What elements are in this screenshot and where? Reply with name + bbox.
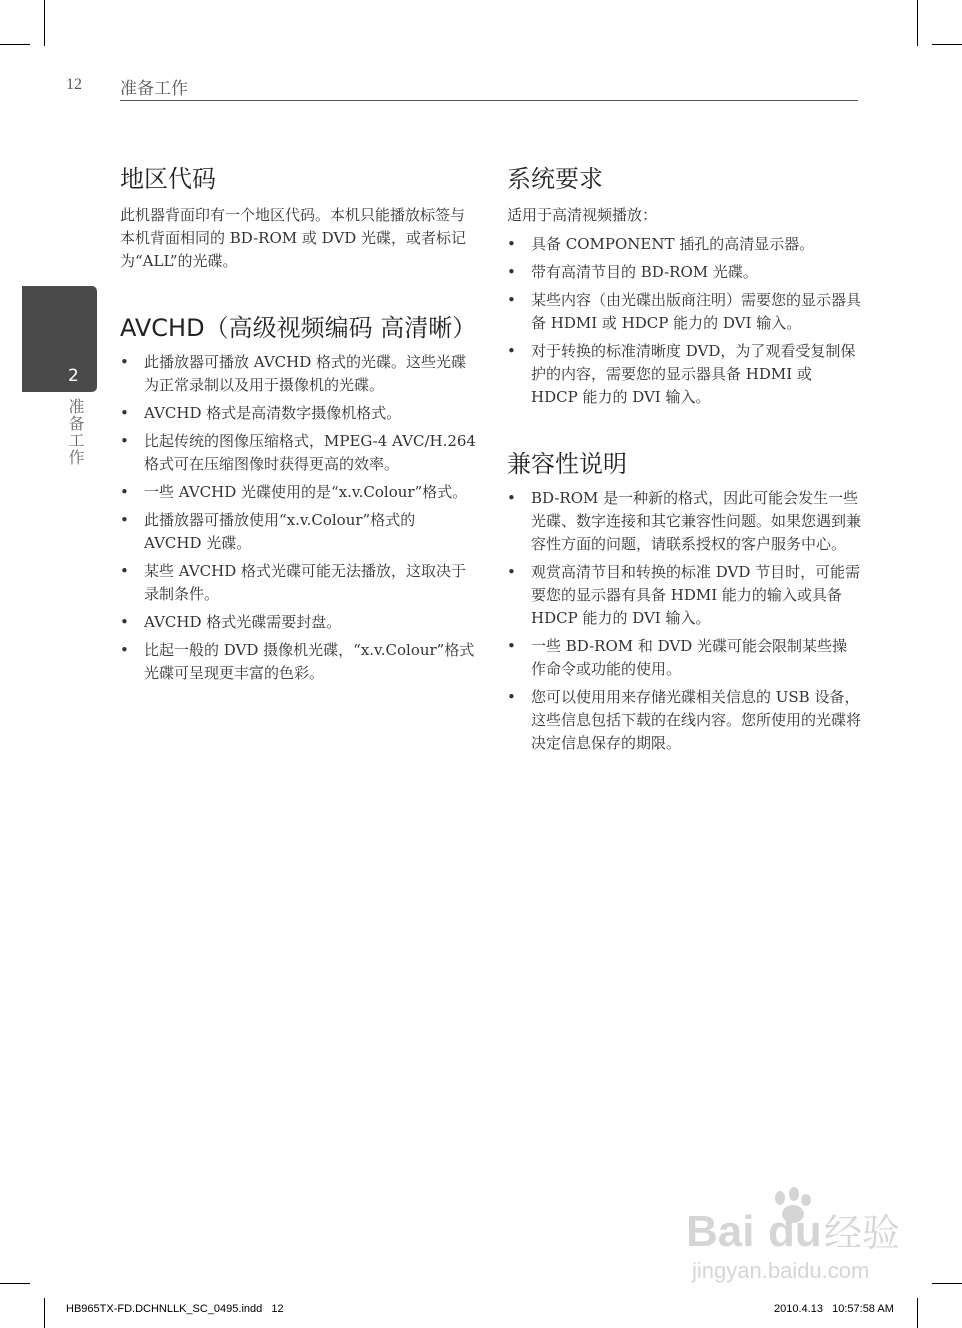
- compatibility-heading: 兼容性说明: [507, 450, 627, 478]
- baidu-watermark-logo: [686, 1184, 906, 1284]
- list-item: • 某些 AVCHD 格式光碟可能无法播放，这取决于录制条件。: [120, 560, 476, 606]
- list-item: • AVCHD 格式光碟需要封盘。: [120, 611, 476, 634]
- chapter-tab-number: 2: [68, 366, 79, 386]
- crop-mark: [44, 0, 45, 46]
- crop-mark: [0, 44, 30, 45]
- list-item: • 比起一般的 DVD 摄像机光碟，“x.v.Colour”格式光碟可呈现更丰富的色彩。: [120, 639, 476, 685]
- chapter-title: 准备工作: [120, 79, 188, 99]
- svg-text:经验: 经验: [824, 1211, 901, 1255]
- list-item: • 您可以使用用来存储光碟相关信息的 USB 设备，这些信息包括下载的在线内容。您所使用的光碟将决定信息保存的期限。: [507, 686, 862, 755]
- list-item: • 一些 BD-ROM 和 DVD 光碟可能会限制某些操作命令或功能的使用。: [507, 635, 862, 681]
- system-requirements-list: [507, 233, 862, 409]
- region-code-heading: 地区代码: [120, 165, 216, 193]
- crop-mark: [0, 1283, 30, 1284]
- list-item: • 此播放器可播放使用“x.v.Colour”格式的 AVCHD 光碟。: [120, 509, 476, 555]
- svg-text:jingyan.baidu.com: jingyan.baidu.com: [692, 1258, 870, 1283]
- list-item: • AVCHD 格式是高清数字摄像机格式。: [120, 402, 476, 425]
- avchd-heading: AVCHD（高级视频编码 高清晰）: [120, 314, 477, 342]
- svg-text:du: du: [768, 1207, 822, 1256]
- footer-timestamp: 2010.4.13 10:57:58 AM: [774, 1303, 894, 1315]
- system-requirements-intro: 适用于高清视频播放：: [507, 206, 658, 224]
- compatibility-list: [507, 487, 862, 755]
- list-item: • 对于转换的标准清晰度 DVD，为了观看受复制保护的内容，需要您的显示器具备 HDMI 或 HDCP 能力的 DVI 输入。: [507, 340, 862, 409]
- chapter-tab: [22, 286, 97, 392]
- region-code-body: 此机器背面印有一个地区代码。本机只能播放标签与本机背面相同的 BD-ROM 或 DVD 光碟，或者标记为“ALL”的光碟。: [120, 206, 467, 270]
- list-item: • BD-ROM 是一种新的格式，因此可能会发生一些光碟、数字连接和其它兼容性问题。如果您遇到兼容性方面的问题，请联系授权的客户服务中心。: [507, 487, 862, 556]
- list-item: • 观赏高清节目和转换的标准 DVD 节目时，可能需要您的显示器有具备 HDMI 能力的输入或具备 HDCP 能力的 DVI 输入。: [507, 561, 862, 630]
- crop-mark: [44, 1298, 45, 1328]
- list-item: • 带有高清节目的 BD-ROM 光碟。: [507, 261, 862, 284]
- left-column: [120, 162, 476, 690]
- system-requirements-heading: 系统要求: [507, 165, 603, 193]
- chapter-tab-label: 准备工作: [66, 398, 85, 466]
- crop-mark: [932, 44, 962, 45]
- header-divider: [120, 100, 858, 101]
- footer-file-info: HB965TX-FD.DCHNLLK_SC_0495.indd 12: [66, 1303, 284, 1315]
- crop-mark: [932, 1283, 962, 1284]
- list-item: • 具备 COMPONENT 插孔的高清显示器。: [507, 233, 862, 256]
- page-number: 12: [66, 76, 82, 93]
- right-column: [507, 162, 862, 760]
- crop-mark: [917, 1298, 918, 1328]
- list-item: • 某些内容（由光碟出版商注明）需要您的显示器具备 HDMI 或 HDCP 能力的 DVI 输入。: [507, 289, 862, 335]
- svg-text:Bai: Bai: [686, 1207, 755, 1256]
- avchd-list: [120, 351, 476, 685]
- crop-mark: [917, 0, 918, 46]
- list-item: • 比起传统的图像压缩格式，MPEG-4 AVC/H.264 格式可在压缩图像时获得更高的效率。: [120, 430, 476, 476]
- list-item: • 一些 AVCHD 光碟使用的是“x.v.Colour”格式。: [120, 481, 476, 504]
- list-item: • 此播放器可播放 AVCHD 格式的光碟。这些光碟为正常录制以及用于摄像机的光碟。: [120, 351, 476, 397]
